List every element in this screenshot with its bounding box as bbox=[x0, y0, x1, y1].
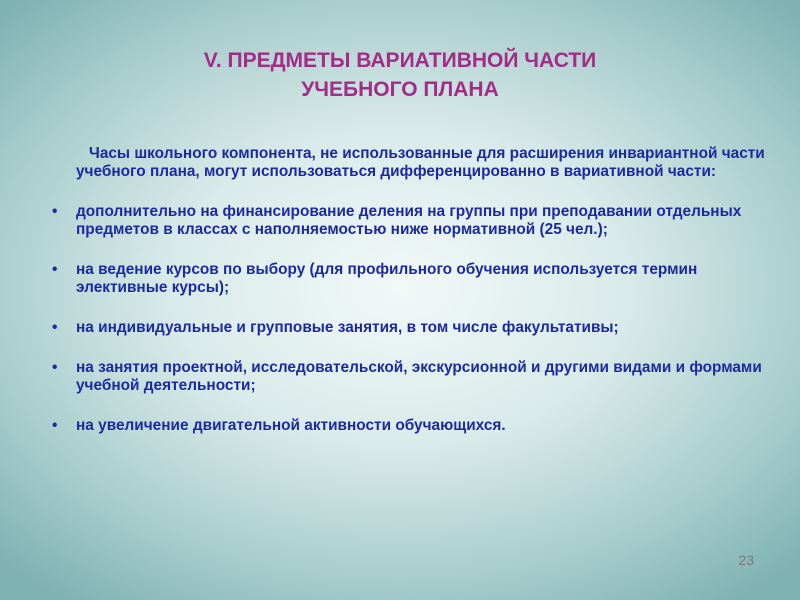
list-item bbox=[52, 359, 772, 395]
list-item-text: на увеличение двигательной активности обучающихся. bbox=[76, 417, 506, 434]
slide-title-line-2: УЧЕБНОГО ПЛАНА bbox=[301, 78, 499, 101]
bullet-list bbox=[52, 203, 772, 435]
list-item-text: на ведение курсов по выбору (для профильного обучения используется термин элективные курсы); bbox=[76, 261, 698, 296]
list-item bbox=[52, 261, 772, 297]
page-number: 23 bbox=[738, 552, 754, 568]
bullet-icon: • bbox=[52, 417, 58, 434]
list-item bbox=[52, 417, 772, 435]
bullet-icon: • bbox=[52, 261, 58, 278]
bullet-icon: • bbox=[52, 203, 58, 220]
list-item-text: на занятия проектной, исследовательской, экскурсионной и другими видами и формами учебной деятельности; bbox=[76, 359, 762, 394]
list-item bbox=[52, 319, 772, 337]
bullet-icon: • bbox=[52, 319, 58, 336]
intro-paragraph: Часы школьного компонента, не использованные для расширения инвариантной части учебного плана, могут использоваться дифференцированно в вариативной части: bbox=[76, 145, 765, 180]
bullet-icon: • bbox=[52, 359, 58, 376]
slide-title bbox=[0, 46, 800, 104]
list-item bbox=[52, 203, 772, 239]
list-item-text: на индивидуальные и групповые занятия, в том числе факультативы; bbox=[76, 319, 619, 336]
list-item-text: дополнительно на финансирование деления на группы при преподавании отдельных предметов в классах с наполняемостью ниже нормативной (25 чел.); bbox=[76, 203, 742, 238]
slide-body bbox=[52, 145, 772, 457]
slide-title-line-1: V. ПРЕДМЕТЫ ВАРИАТИВНОЙ ЧАСТИ bbox=[203, 49, 597, 72]
